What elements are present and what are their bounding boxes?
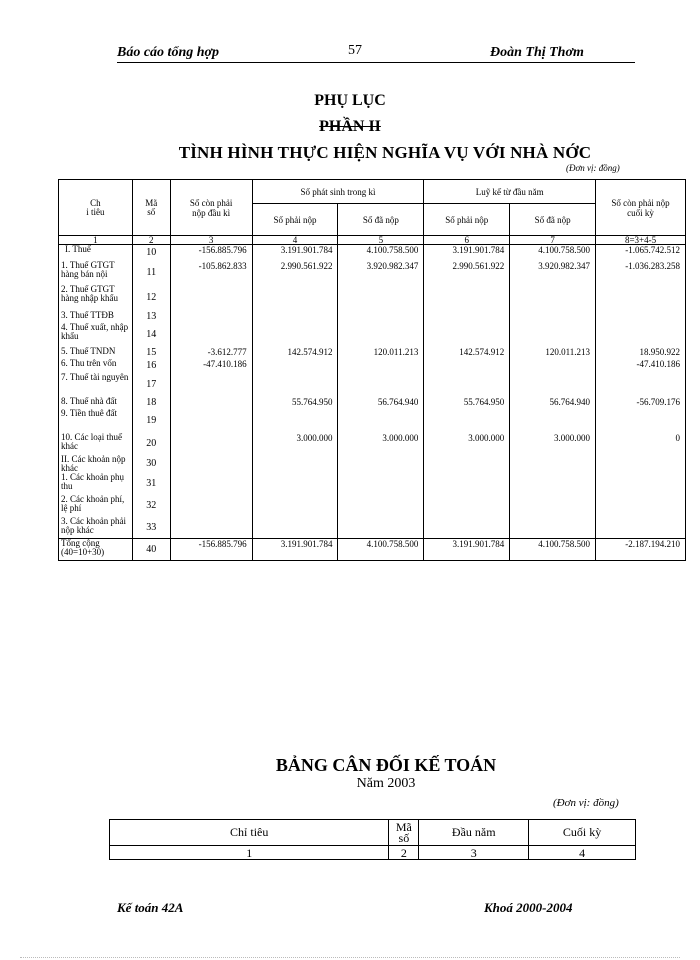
row-c4: 3.000.000 [252, 433, 338, 455]
row-c4 [252, 409, 338, 433]
row-c5 [338, 409, 424, 433]
row-c6 [424, 455, 510, 473]
row-c5: 3.920.982.347 [338, 261, 424, 285]
header-luy-ke: Luỹ kế từ đầu năm [424, 180, 596, 204]
row-code: 33 [132, 517, 170, 539]
tax-row [59, 455, 686, 473]
header-rule [117, 62, 635, 63]
row-c8 [596, 517, 686, 539]
bal-col-number: 4 [529, 846, 636, 860]
tax-row [59, 495, 686, 517]
row-c5 [338, 455, 424, 473]
row-c3 [170, 311, 252, 323]
row-c4 [252, 285, 338, 311]
row-c6: 55.764.950 [424, 397, 510, 409]
row-c4: 2.990.561.922 [252, 261, 338, 285]
row-c3 [170, 433, 252, 455]
bal-header-ma-so: Mã số [389, 820, 419, 846]
row-c7 [510, 285, 596, 311]
row-c5 [338, 495, 424, 517]
tax-row [59, 359, 686, 373]
unit-label: (Đơn vị: đồng) [566, 163, 620, 173]
row-c7 [510, 409, 596, 433]
tax-obligation-table [58, 179, 686, 561]
tax-row [59, 473, 686, 495]
tax-row [59, 347, 686, 359]
row-c3: -156.885.796 [170, 245, 252, 261]
footer-right: Khoá 2000-2004 [484, 900, 573, 915]
tax-row [59, 245, 686, 261]
row-c3 [170, 373, 252, 397]
tax-row [59, 517, 686, 539]
row-name: 6. Thu trên vốn [59, 359, 133, 373]
col-number: 8=3+4-5 [596, 236, 686, 245]
total-c6: 3.191.901.784 [424, 539, 510, 561]
row-c8: -1.065.742.512 [596, 245, 686, 261]
row-c8 [596, 323, 686, 347]
col-number: 1 [59, 236, 133, 245]
header-right: Đoàn Thị Thơm [490, 45, 584, 60]
row-c5: 120.011.213 [338, 347, 424, 359]
row-c6: 3.000.000 [424, 433, 510, 455]
row-name: 2. Các khoản phí, lệ phí [59, 495, 133, 517]
row-c5: 4.100.758.500 [338, 245, 424, 261]
row-c5 [338, 311, 424, 323]
balance-sheet-year: Năm 2003 [356, 776, 416, 791]
bal-col-number: 2 [389, 846, 419, 860]
row-c3: -3.612.777 [170, 347, 252, 359]
total-c7: 4.100.758.500 [510, 539, 596, 561]
col-number: 7 [510, 236, 596, 245]
tax-row [59, 323, 686, 347]
row-c7 [510, 495, 596, 517]
col-number: 3 [170, 236, 252, 245]
row-c3: -47.410.186 [170, 359, 252, 373]
row-code: 18 [132, 397, 170, 409]
row-c7 [510, 359, 596, 373]
row-name: 3. Các khoản phải nộp khác [59, 517, 133, 539]
row-code: 31 [132, 473, 170, 495]
row-c5 [338, 285, 424, 311]
row-c8 [596, 473, 686, 495]
row-name: I. Thuế [59, 245, 133, 261]
row-name: 8. Thuế nhà đất [59, 397, 133, 409]
bal-col-number: 3 [419, 846, 529, 860]
row-c7 [510, 311, 596, 323]
row-c4 [252, 359, 338, 373]
row-c8 [596, 373, 686, 397]
row-c4: 3.191.901.784 [252, 245, 338, 261]
row-c7: 120.011.213 [510, 347, 596, 359]
total-code: 40 [132, 539, 170, 561]
row-code: 12 [132, 285, 170, 311]
row-code: 15 [132, 347, 170, 359]
row-c3 [170, 495, 252, 517]
bal-header-cuoi-ky: Cuối kỳ [529, 820, 636, 846]
tax-row [59, 285, 686, 311]
row-c7 [510, 323, 596, 347]
row-code: 17 [132, 373, 170, 397]
row-c4 [252, 311, 338, 323]
row-c5 [338, 373, 424, 397]
row-c6 [424, 409, 510, 433]
row-c7 [510, 473, 596, 495]
row-c6 [424, 311, 510, 323]
row-c3 [170, 285, 252, 311]
row-c8 [596, 455, 686, 473]
row-c5: 56.764.940 [338, 397, 424, 409]
row-code: 10 [132, 245, 170, 261]
row-name: 9. Tiền thuê đất [59, 409, 133, 433]
row-c4 [252, 495, 338, 517]
balance-sheet-table [109, 819, 636, 860]
row-c7: 56.764.940 [510, 397, 596, 409]
balance-sheet-title: BẢNG CÂN ĐỐI KẾ TOÁN [275, 755, 497, 775]
row-c8 [596, 311, 686, 323]
row-code: 20 [132, 433, 170, 455]
header-da-nop: Số đã nộp [510, 204, 596, 236]
row-c5 [338, 517, 424, 539]
row-c5 [338, 359, 424, 373]
row-name: 4. Thuế xuất, nhập khẩu [59, 323, 133, 347]
row-code: 11 [132, 261, 170, 285]
row-name: II. Các khoản nộp khác [59, 455, 133, 473]
row-c8 [596, 495, 686, 517]
row-c7 [510, 373, 596, 397]
row-c8: 18.950.922 [596, 347, 686, 359]
tax-row [59, 261, 686, 285]
row-name: 5. Thuế TNDN [59, 347, 133, 359]
row-code: 14 [132, 323, 170, 347]
row-c4 [252, 455, 338, 473]
bal-header-dau-nam: Đầu năm [419, 820, 529, 846]
tax-row [59, 373, 686, 397]
row-c6 [424, 517, 510, 539]
row-name: 7. Thuế tài nguyên [59, 373, 133, 397]
header-ma-so: Mã số [132, 180, 170, 236]
row-name: 2. Thuế GTGT hàng nhập khẩu [59, 285, 133, 311]
appendix-title: PHỤ LỤC [314, 92, 386, 109]
row-c7 [510, 517, 596, 539]
col-number: 6 [424, 236, 510, 245]
row-c7: 4.100.758.500 [510, 245, 596, 261]
row-code: 16 [132, 359, 170, 373]
header-chi-tieu: Ch i tiêu [59, 180, 133, 236]
row-c6: 142.574.912 [424, 347, 510, 359]
row-c6 [424, 473, 510, 495]
row-c8: -1.036.283.258 [596, 261, 686, 285]
header-cuoi-ky: Số còn phải nộp cuối kỳ [596, 180, 686, 236]
row-name: 1. Thuế GTGT hàng bán nội [59, 261, 133, 285]
tax-row [59, 397, 686, 409]
row-c3 [170, 517, 252, 539]
total-c4: 3.191.901.784 [252, 539, 338, 561]
row-c7: 3.000.000 [510, 433, 596, 455]
header-phai-nop: Số phải nộp [252, 204, 338, 236]
row-code: 19 [132, 409, 170, 433]
header-da-nop: Số đã nộp [338, 204, 424, 236]
row-c8 [596, 409, 686, 433]
col-number: 4 [252, 236, 338, 245]
row-c6 [424, 323, 510, 347]
row-name: 10. Các loại thuế khác [59, 433, 133, 455]
part-title: PHẦN II [319, 118, 381, 135]
bal-col-number: 1 [110, 846, 389, 860]
row-c3 [170, 409, 252, 433]
tax-row [59, 409, 686, 433]
row-c5 [338, 473, 424, 495]
bal-header-chi-tieu: Chỉ tiêu [110, 820, 389, 846]
row-c8: 0 [596, 433, 686, 455]
row-c4 [252, 517, 338, 539]
obligation-title: TÌNH HÌNH THỰC HIỆN NGHĨA VỤ VỚI NHÀ NỚC [178, 143, 592, 162]
row-c4 [252, 373, 338, 397]
total-c5: 4.100.758.500 [338, 539, 424, 561]
row-c4: 142.574.912 [252, 347, 338, 359]
page-number: 57 [348, 43, 362, 58]
row-c3 [170, 323, 252, 347]
row-c3: -105.862.833 [170, 261, 252, 285]
total-c3: -156.885.796 [170, 539, 252, 561]
col-number: 2 [132, 236, 170, 245]
col-number: 5 [338, 236, 424, 245]
row-c6: 3.191.901.784 [424, 245, 510, 261]
row-c5: 3.000.000 [338, 433, 424, 455]
row-c3 [170, 455, 252, 473]
row-c4: 55.764.950 [252, 397, 338, 409]
header-left: Báo cáo tổng hợp [117, 45, 220, 60]
row-c3 [170, 397, 252, 409]
row-c6 [424, 373, 510, 397]
header-dau-ki: Số còn phải nộp đầu kì [170, 180, 252, 236]
row-code: 32 [132, 495, 170, 517]
row-c6 [424, 495, 510, 517]
row-code: 30 [132, 455, 170, 473]
row-name: 1. Các khoản phụ thu [59, 473, 133, 495]
header-phai-nop: Số phải nộp [424, 204, 510, 236]
row-c5 [338, 323, 424, 347]
total-c8: -2.187.194.210 [596, 539, 686, 561]
row-c8: -47.410.186 [596, 359, 686, 373]
row-c7: 3.920.982.347 [510, 261, 596, 285]
row-c3 [170, 473, 252, 495]
row-c7 [510, 455, 596, 473]
tax-row [59, 433, 686, 455]
tax-row [59, 311, 686, 323]
row-c6 [424, 359, 510, 373]
row-c6: 2.990.561.922 [424, 261, 510, 285]
unit-label-2: (Đơn vị: đồng) [553, 797, 619, 809]
row-c8 [596, 285, 686, 311]
row-c4 [252, 323, 338, 347]
header-phat-sinh: Số phát sinh trong kì [252, 180, 424, 204]
row-name: 3. Thuế TTĐB [59, 311, 133, 323]
footer-left: Kế toán 42A [117, 900, 184, 915]
row-c4 [252, 473, 338, 495]
total-name: Tổng cộng (40=10+30) [59, 539, 133, 561]
page-edge [20, 957, 680, 958]
tax-rows [59, 245, 686, 539]
row-c6 [424, 285, 510, 311]
row-code: 13 [132, 311, 170, 323]
row-c8: -56.709.176 [596, 397, 686, 409]
